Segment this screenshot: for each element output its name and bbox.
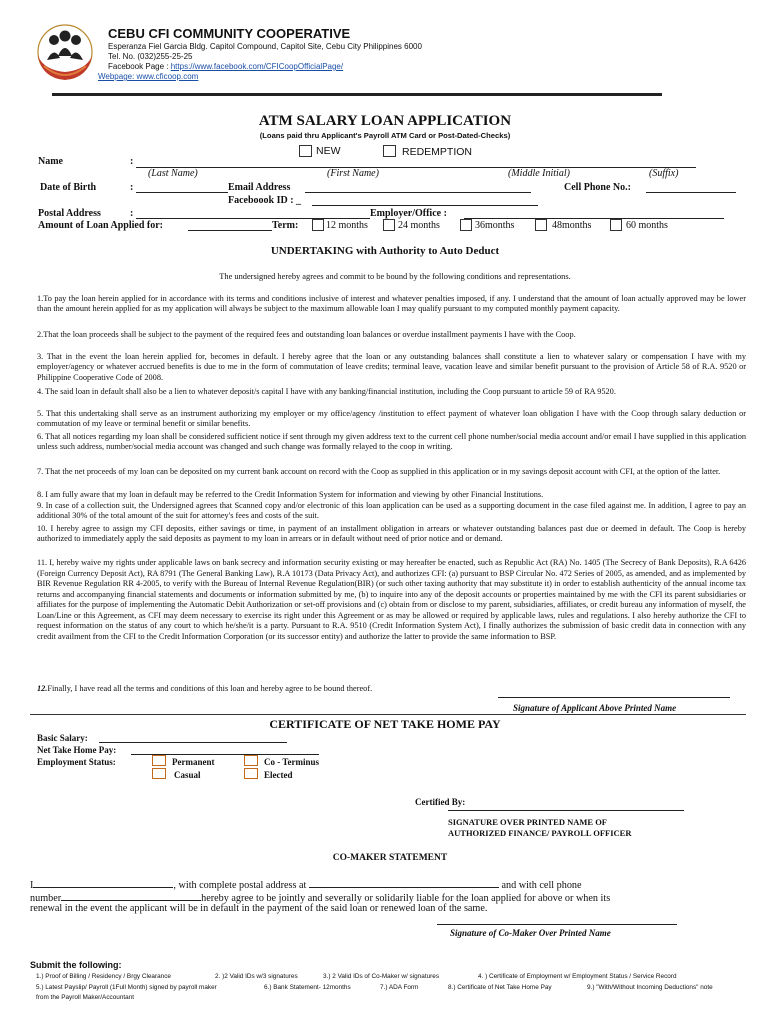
applicant-signature-line[interactable] xyxy=(498,697,730,698)
postal-label: Postal Address xyxy=(38,208,101,219)
name-label: Name xyxy=(38,156,63,167)
terms-paragraph-4: 4. The said loan in default shall also be a lien to whatever deposit/s capital I have with any banking/financial institution, including the Coop pursuant to article 59 of RA 9520. xyxy=(37,387,616,396)
facebook-label: Facebook Page : xyxy=(108,62,171,71)
permanent-label: Permanent xyxy=(172,757,215,767)
requirement-9: 9.) "With/Without Incoming Deductions" note xyxy=(587,984,713,991)
term-12-label: 12 months xyxy=(326,220,368,231)
terms-paragraph-7: 7. That the net proceeds of my loan can be deposited on my current bank account on record with the Coop as supplied in this application or in my savings deposit account with CFI, at the option of the latter. xyxy=(37,467,721,476)
comaker-line3: renewal in the event the applicant will be in default in the payment of the said loan or renewed loan of the same. xyxy=(30,903,488,914)
applicant-signature-label: Signature of Applicant Above Printed Name xyxy=(513,703,677,713)
form-subtitle: (Loans paid thru Applicant's Payroll ATM Card or Post-Dated-Checks) xyxy=(259,131,511,140)
facebook-id-field[interactable] xyxy=(312,205,538,206)
paragraph-12-text: Finally, I have read all the terms and conditions of this loan and hereby agree to be bound thereof. xyxy=(47,684,373,693)
cooperative-logo xyxy=(30,22,100,88)
comaker-name-field[interactable] xyxy=(33,877,173,888)
comaker-line1 xyxy=(30,877,582,891)
facebook-line xyxy=(108,62,343,71)
redemption-label: REDEMPTION xyxy=(402,146,473,158)
email-field[interactable] xyxy=(305,192,531,193)
comaker-i: I xyxy=(30,880,34,891)
term-36-label: 36months xyxy=(475,220,515,231)
header-divider xyxy=(52,93,662,96)
comaker-number-label: number xyxy=(30,893,62,904)
term-60-checkbox[interactable] xyxy=(610,219,622,231)
org-address: Esperanza Fiel Garcia Bldg. Capitol Compound, Capitol Site, Cebu City Philippines 6000 xyxy=(108,42,422,51)
cell-field[interactable] xyxy=(646,192,736,193)
terms-paragraph-3: 3. That in the event the loan herein applied for, becomes in default. I hereby agree that the loan or any outstanding balances shall constitute a lien to whatever salary or compensation I have with my employer/agency or whatever accrued benefits is due to me in the form of commutation of leave credits; terminal leave, vacation leave and similar benefit pursuant to the provision of Article 58 of R.A. 9520 or Philippine Cooperative Code of 2008. xyxy=(37,352,746,382)
org-tel: Tel. No. (032)255-25-25 xyxy=(108,52,193,61)
redemption-checkbox[interactable] xyxy=(383,145,396,157)
name-colon: : xyxy=(130,156,134,167)
requirement-1: 1.) Proof of Billing / Residency / Brgy Clearance xyxy=(36,973,171,980)
terms-paragraph-11: 11. I, hereby waive my rights under applicable laws on bank secrecy and information security existing or may hereafter be enacted, such as Republic Act (RA) No. 1405 (The Secrecy of Bank Deposits), R.A 6426 (Foreign Currency Deposit Act), RA 8791 (The General Banking Law), R.A 10173 (Data Privacy Act), and authorizes CFI: (a) pursuant to BSP Circular No. 472 Series of 2005, as amended, and as implemented by BIR Revenue Regulation RR 4-2005, to verify with the Bureau of Internal Revenue Regulation(BIR) (or such other taxing authority that may substitute it) in order to establish authenticity of the annual income tax returns and accompanying financial statements and documents or information submitted by me, (b) to inquire into any of the deposit accounts or properties maintained by me with the CFI its parent subsidiaries or affiliates for the purpose of implementing the Automatic Debit Authorization or set-off provisions and (c) obtain from or disclose to my parent, subsidiaries, affiliates, or credit bureau any information of myself, the Loan/Line or this Agreement, as CFI may deem necessary to exercise its right under this Agreement or as may be allowed or required by applicable laws, rules and regulations. I also hereby authorize the CFI to request information on the status of any court to which he/she/it is a party. Pursuant to R.A. 9510 (Credit Information System Act), I finally authorizes the submission of basic credit data in connection with any credit availment from the CFI to the Credit Information Corporation (or its successor entity) and authorize the latter to provide the same information to BSP. xyxy=(37,558,746,641)
net-take-home-label: Net Take Home Pay: xyxy=(37,745,117,755)
dob-field[interactable] xyxy=(136,192,228,193)
term-36-checkbox[interactable] xyxy=(460,219,472,231)
terms-paragraph-10: 10. I hereby agree to assign my CFI deposits, either savings or time, in payment of an installment obligation in arrears or whatever outstanding balances past due or deemed in default. The Coop is hereby authorized to immediately apply the said deposits as payment to my loan in arrears or in default without need of prior notice and or demand. xyxy=(37,524,746,544)
email-label: Email Address xyxy=(228,182,291,193)
comaker-address-text: , with complete postal address at xyxy=(173,880,307,891)
facebook-id-label: Faceboook ID : _ xyxy=(228,195,302,206)
comaker-title: CO-MAKER STATEMENT xyxy=(332,853,448,863)
employment-status-label: Employment Status: xyxy=(37,757,116,767)
undertaking-intro: The undersigned hereby agrees and commit to be bound by the following conditions and representations. xyxy=(219,272,571,281)
certified-by-label: Certified By: xyxy=(415,797,466,807)
certifier-signature-line2: AUTHORIZED FINANCE/ PAYROLL OFFICER xyxy=(448,828,632,838)
name-field[interactable] xyxy=(136,167,696,168)
section-divider xyxy=(30,714,746,715)
last-name-caption: (Last Name) xyxy=(148,168,198,179)
postal-colon: : xyxy=(130,208,134,219)
middle-initial-caption: (Middle Initial) xyxy=(508,168,570,179)
form-title: ATM SALARY LOAN APPLICATION xyxy=(258,113,512,129)
casual-checkbox[interactable] xyxy=(152,768,166,779)
requirement-6: 6.) Bank Statement- 12months xyxy=(264,984,351,991)
terms-paragraph-8: 8. I am fully aware that my loan in default may be referred to the Credit Information System for information and viewing by other Financial Institutions. xyxy=(37,490,544,499)
certificate-title: CERTIFICATE OF NET TAKE HOME PAY xyxy=(269,717,501,731)
comaker-number-field[interactable] xyxy=(61,890,201,901)
term-48-label: 48months xyxy=(552,220,592,231)
comaker-signature-label: Signature of Co-Maker Over Printed Name xyxy=(450,928,611,938)
org-name: CEBU CFI COMMUNITY COOPERATIVE xyxy=(108,26,351,41)
permanent-checkbox[interactable] xyxy=(152,755,166,766)
terms-paragraph-2: 2.That the loan proceeds shall be subject to the payment of the required fees and outstanding loan balances or overdue installment payments I have with the Coop. xyxy=(37,330,576,339)
term-24-checkbox[interactable] xyxy=(383,219,395,231)
comaker-address-field[interactable] xyxy=(309,877,499,888)
coterminus-label: Co - Terminus xyxy=(264,757,320,767)
new-checkbox[interactable] xyxy=(299,145,312,157)
requirement-3: 3.) 2 Valid IDs of Co-Maker w/ signatures xyxy=(323,973,440,980)
terms-paragraph-1: 1.To pay the loan herein applied for in accordance with its terms and conditions inclusive of interest and whatever penalties imposed, if any. I understand that the amount of loan actually approved may be lower than the amount herein applied for as my application will always be subject to the maximum allowable loan I may qualify pursuant to my computed monthly payment capacity. xyxy=(37,294,746,314)
dob-label: Date of Birth xyxy=(40,182,97,193)
requirement-9-cont: from the Payroll Maker/Accountant xyxy=(36,994,135,1001)
paragraph-12-number: 12. xyxy=(37,684,48,693)
first-name-caption: (First Name) xyxy=(327,168,379,179)
term-24-label: 24 months xyxy=(398,220,440,231)
elected-label: Elected xyxy=(264,770,293,780)
casual-label: Casual xyxy=(174,770,201,780)
requirement-4: 4. ) Certificate of Employment w/ Employment Status / Service Record xyxy=(478,973,677,980)
terms-paragraph-12 xyxy=(37,684,372,693)
term-60-label: 60 months xyxy=(626,220,668,231)
webpage-link[interactable]: Webpage: www.cficoop.com xyxy=(98,72,199,81)
new-label: NEW xyxy=(316,145,341,157)
employer-field[interactable] xyxy=(464,218,724,219)
comaker-agreement-text: hereby agree to be jointly and severally or solidarily liable for the loan applied for above or when its xyxy=(201,893,611,904)
terms-paragraph-6: 6. That all notices regarding my loan shall be considered sufficient notice if sent through my given address text to the current cell phone number/social media account and/or email I have supplied in this application unless such address, number/social media account was changed and such change was formally relayed to the coop in writing. xyxy=(37,432,746,452)
certifier-signature-line[interactable] xyxy=(448,810,684,811)
requirement-8: 8.) Certificate of Net Take Home Pay xyxy=(448,984,552,991)
term-12-checkbox[interactable] xyxy=(312,219,324,231)
amount-field[interactable] xyxy=(188,230,272,231)
suffix-caption: (Suffix) xyxy=(649,168,679,179)
basic-salary-field[interactable] xyxy=(99,742,287,743)
comaker-signature-line[interactable] xyxy=(437,924,677,925)
term-label: Term: xyxy=(272,220,299,231)
requirement-5: 5.) Latest Payslip/ Payroll (1Full Month) signed by payroll maker xyxy=(36,984,217,991)
submit-title: Submit the following: xyxy=(30,960,122,970)
dob-colon: : xyxy=(130,182,134,193)
term-48-checkbox[interactable] xyxy=(535,219,547,231)
comaker-line2 xyxy=(30,890,610,904)
amount-label: Amount of Loan Applied for: xyxy=(38,220,164,231)
coterminus-checkbox[interactable] xyxy=(244,755,258,766)
facebook-link[interactable]: https://www.facebook.com/CFICoopOfficialPage/ xyxy=(170,62,344,71)
undertaking-title: UNDERTAKING with Authority to Auto Deduct xyxy=(270,245,500,257)
certifier-signature-line1: SIGNATURE OVER PRINTED NAME OF xyxy=(448,817,607,827)
terms-paragraph-9: 9. In case of a collection suit, the Undersigned agrees that Scanned copy and/or electronic of this loan application can be used as a supporting document in the case filed against me. In addition, I agree to pay an additional 30% of the total amount of the suit for attorney's fees and costs of the suit. xyxy=(37,501,746,521)
basic-salary-label: Basic Salary: xyxy=(37,733,88,743)
employer-label: Employer/Office : xyxy=(370,208,447,219)
postal-field[interactable] xyxy=(136,218,370,219)
terms-paragraph-5: 5. That this undertaking shall serve as an instrument authorizing my employer or my office/agency /institution to effect payment of whatever loan obligation I have with the Coop through salary deduction or commutation of my leave or terminal benefit or similar benefits. xyxy=(37,409,746,429)
elected-checkbox[interactable] xyxy=(244,768,258,779)
requirement-2: 2. )2 Valid IDs w/3 signatures xyxy=(215,973,298,980)
comaker-cell-text: and with cell phone xyxy=(501,880,582,891)
requirement-7: 7.) ADA Form xyxy=(380,984,419,991)
cell-label: Cell Phone No.: xyxy=(564,182,631,193)
